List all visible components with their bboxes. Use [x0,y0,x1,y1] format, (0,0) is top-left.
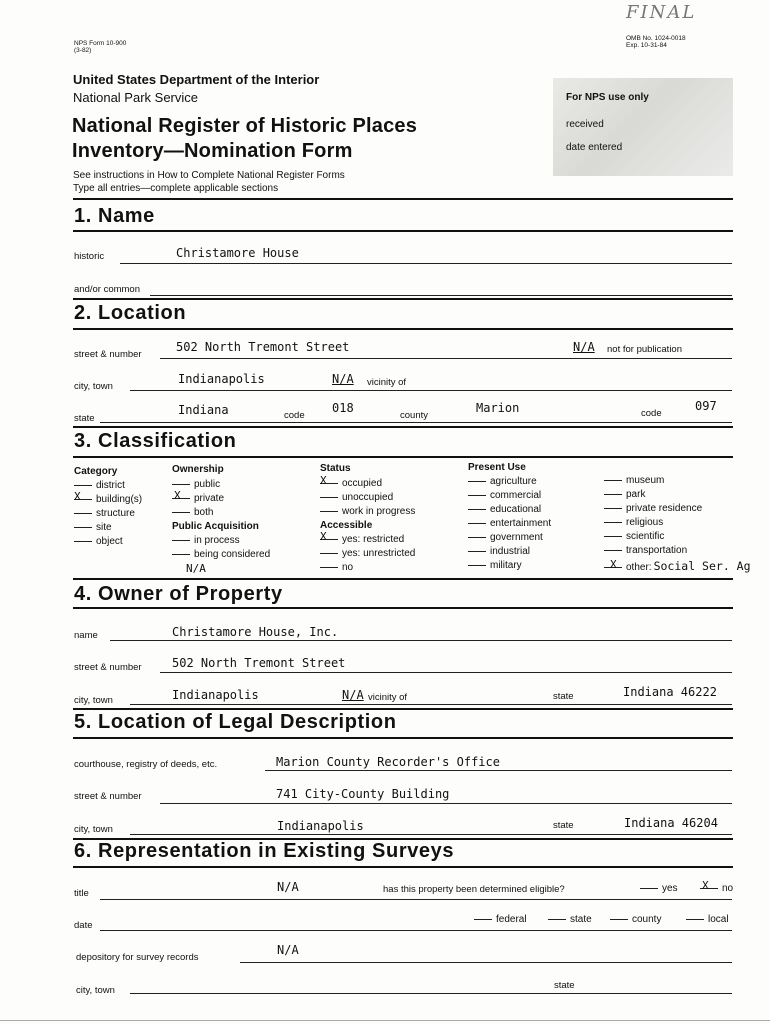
final-annotation: FINAL [626,2,697,23]
checkbox [74,527,92,528]
field-line [160,803,732,804]
county-code-field[interactable]: 097 [695,399,717,413]
category-structure[interactable]: structure [74,508,135,519]
checkbox [74,541,92,542]
field-line [265,770,732,771]
checkbox: X [604,567,622,568]
historic-name-field[interactable]: Christamore House [176,246,299,260]
checkbox [474,919,492,920]
divider [73,866,733,868]
department-name: United States Department of the Interior [73,72,320,87]
checkbox [172,484,190,485]
survey-state[interactable]: state [548,914,592,925]
checkbox: X [320,483,338,484]
use-transportation[interactable]: transportation [604,545,687,556]
depository-label: depository for survey records [76,952,199,963]
use-agriculture[interactable]: agriculture [468,476,537,487]
form-title-line2: Inventory—Nomination Form [72,140,353,162]
checkbox: X [320,539,338,540]
accessible-yes-restricted[interactable]: X yes: restricted [320,530,405,545]
state-code-field[interactable]: 018 [332,401,354,415]
nps-date-entered-label: date entered [566,142,623,153]
owner-vicinity-mark[interactable]: N/A [342,688,364,702]
vicinity-mark[interactable]: N/A [332,372,354,386]
checkbox [468,509,486,510]
field-line [100,899,732,900]
section-6-heading: 6. Representation in Existing Surveys [74,840,455,862]
legal-street-field[interactable]: 741 City-County Building [276,787,450,801]
checkbox [320,511,338,512]
use-museum[interactable]: museum [604,475,664,486]
divider [73,578,733,580]
city-town-label: city, town [74,381,113,392]
use-educational[interactable]: educational [468,504,541,515]
checkbox [320,497,338,498]
owner-city-field[interactable]: Indianapolis [172,688,259,702]
owner-city-label: city, town [74,695,113,706]
category-district[interactable]: district [74,480,125,491]
ownership-private[interactable]: X private [174,489,225,504]
expiration: Exp. 10-31-84 [626,42,667,49]
checkbox [172,540,190,541]
status-unoccupied[interactable]: unoccupied [320,492,393,503]
checkbox [320,553,338,554]
eligible-question: has this property been determined eligible? [383,884,565,895]
county-label: county [400,410,428,421]
state-code-label: code [284,410,305,421]
common-name-field[interactable] [150,295,732,296]
omb-number: OMB No. 1024-0018 [626,35,686,42]
checkbox [468,551,486,552]
section-1-heading: 1. Name [74,205,155,227]
checkbox [468,537,486,538]
survey-local[interactable]: local [686,914,729,925]
checkbox [468,523,486,524]
not-for-publication-mark[interactable]: N/A [573,340,595,354]
use-private-residence[interactable]: private residence [604,503,702,514]
use-religious[interactable]: religious [604,517,663,528]
use-government[interactable]: government [468,532,543,543]
field-line [160,358,732,359]
page-edge [0,1020,770,1021]
checkbox [172,554,190,555]
eligible-yes[interactable]: yes [640,883,678,894]
category-building[interactable]: X building(s) [74,490,143,505]
county-code-label: code [641,408,662,419]
status-work-in-progress[interactable]: work in progress [320,506,415,517]
checkbox [468,495,486,496]
owner-street-label: street & number [74,662,142,673]
ownership-heading: Ownership [172,464,224,475]
courthouse-field[interactable]: Marion County Recorder's Office [276,755,500,769]
form-revision: (3-82) [74,47,92,54]
checkbox [320,567,338,568]
depository-city-field[interactable] [130,993,732,994]
owner-name-label: name [74,630,98,641]
nps-use-heading: For NPS use only [566,92,649,103]
checkbox [468,481,486,482]
historic-label: historic [74,251,105,262]
section-4-heading: 4. Owner of Property [74,583,283,605]
section-3-heading: 3. Classification [74,430,237,452]
use-industrial[interactable]: industrial [468,546,530,557]
ownership-public[interactable]: public [172,479,220,490]
legal-state-label: state [553,820,574,831]
use-commercial[interactable]: commercial [468,490,541,501]
vicinity-label: vicinity of [367,377,407,388]
owner-state-field[interactable]: Indiana 46222 [623,685,717,699]
use-other-value[interactable]: Social Ser. Ag [653,559,751,573]
checkbox [74,513,92,514]
checkbox [604,522,622,523]
field-line [130,704,732,705]
checkbox [604,480,622,481]
field-line [100,930,732,931]
owner-name-field[interactable]: Christamore House, Inc. [172,625,339,639]
status-occupied[interactable]: X occupied [320,474,383,489]
legal-city-label: city, town [74,824,113,835]
accessible-heading: Accessible [320,520,373,531]
use-military[interactable]: military [468,560,522,571]
depository-state-label: state [554,980,575,991]
survey-title-field[interactable]: N/A [277,880,299,894]
instructions-line1: See instructions in How to Complete National Register Forms [73,170,345,181]
courthouse-label: courthouse, registry of deeds, etc. [74,759,218,770]
not-for-publication-label: not for publication [607,344,682,355]
checkbox [604,536,622,537]
section-5-heading: 5. Location of Legal Description [74,711,397,733]
common-name-label: and/or common [74,284,141,295]
survey-date-label: date [74,920,93,931]
form-number: NPS Form 10-900 [74,40,127,47]
divider [73,328,733,330]
use-scientific[interactable]: scientific [604,531,664,542]
public-acquisition-heading: Public Acquisition [172,521,259,532]
depository-city-label: city, town [76,985,115,996]
form-title-line1: National Register of Historic Places [72,115,418,137]
owner-state-label: state [553,691,574,702]
checkbox [686,919,704,920]
checkbox: X [74,499,92,500]
field-line [100,422,732,423]
checkbox [640,888,658,889]
section-2-heading: 2. Location [74,302,187,324]
checkbox [604,494,622,495]
acquisition-in-process[interactable]: in process [172,535,240,546]
eligible-no[interactable]: X no [702,879,734,894]
use-entertainment[interactable]: entertainment [468,518,551,529]
state-label: state [74,413,95,424]
accessible-yes-unrestricted[interactable]: yes: unrestricted [320,548,415,559]
survey-title-label: title [74,888,89,899]
field-line [160,672,732,673]
use-other[interactable]: X other: Social Ser. Ag [604,559,770,573]
legal-city-field[interactable]: Indianapolis [277,819,364,833]
status-heading: Status [320,463,351,474]
accessible-no[interactable]: no [320,562,353,573]
checkbox: X [700,888,718,889]
county-field[interactable]: Marion [476,401,520,415]
service-name: National Park Service [73,90,198,105]
street-number-label: street & number [74,349,142,360]
owner-street-field[interactable]: 502 North Tremont Street [172,656,346,670]
divider [73,708,733,710]
checkbox [172,512,190,513]
divider [73,230,733,232]
category-object[interactable]: object [74,536,123,547]
divider [73,607,733,609]
acquisition-na-mark: N/A [186,562,206,575]
acquisition-being-considered[interactable]: being considered [172,549,270,560]
category-site[interactable]: site [74,522,112,533]
legal-state-field[interactable]: Indiana 46204 [624,816,718,830]
city-field[interactable]: Indianapolis [178,372,265,386]
field-line [110,640,732,641]
survey-federal[interactable]: federal [474,914,527,925]
checkbox [548,919,566,920]
checkbox [604,550,622,551]
checkbox [610,919,628,920]
owner-vicinity-label: vicinity of [368,692,408,703]
legal-street-label: street & number [74,791,142,802]
checkbox [74,485,92,486]
use-park[interactable]: park [604,489,645,500]
ownership-both[interactable]: both [172,507,213,518]
divider [73,456,733,458]
category-heading: Category [74,466,118,477]
checkbox: X [172,498,190,499]
checkbox [468,565,486,566]
instructions-line2: Type all entries—complete applicable sections [73,183,279,194]
survey-county[interactable]: county [610,914,661,925]
divider [73,737,733,739]
divider [73,198,733,200]
street-address-field[interactable]: 502 North Tremont Street [176,340,350,354]
field-line [120,263,732,264]
depository-field[interactable]: N/A [277,943,299,957]
field-line [240,962,732,963]
checkbox [604,508,622,509]
divider [73,426,733,428]
field-line [130,390,732,391]
divider [73,298,733,300]
nps-received-label: received [566,119,604,130]
present-use-heading: Present Use [468,462,526,473]
state-field[interactable]: Indiana [178,403,229,417]
field-line [130,834,732,835]
